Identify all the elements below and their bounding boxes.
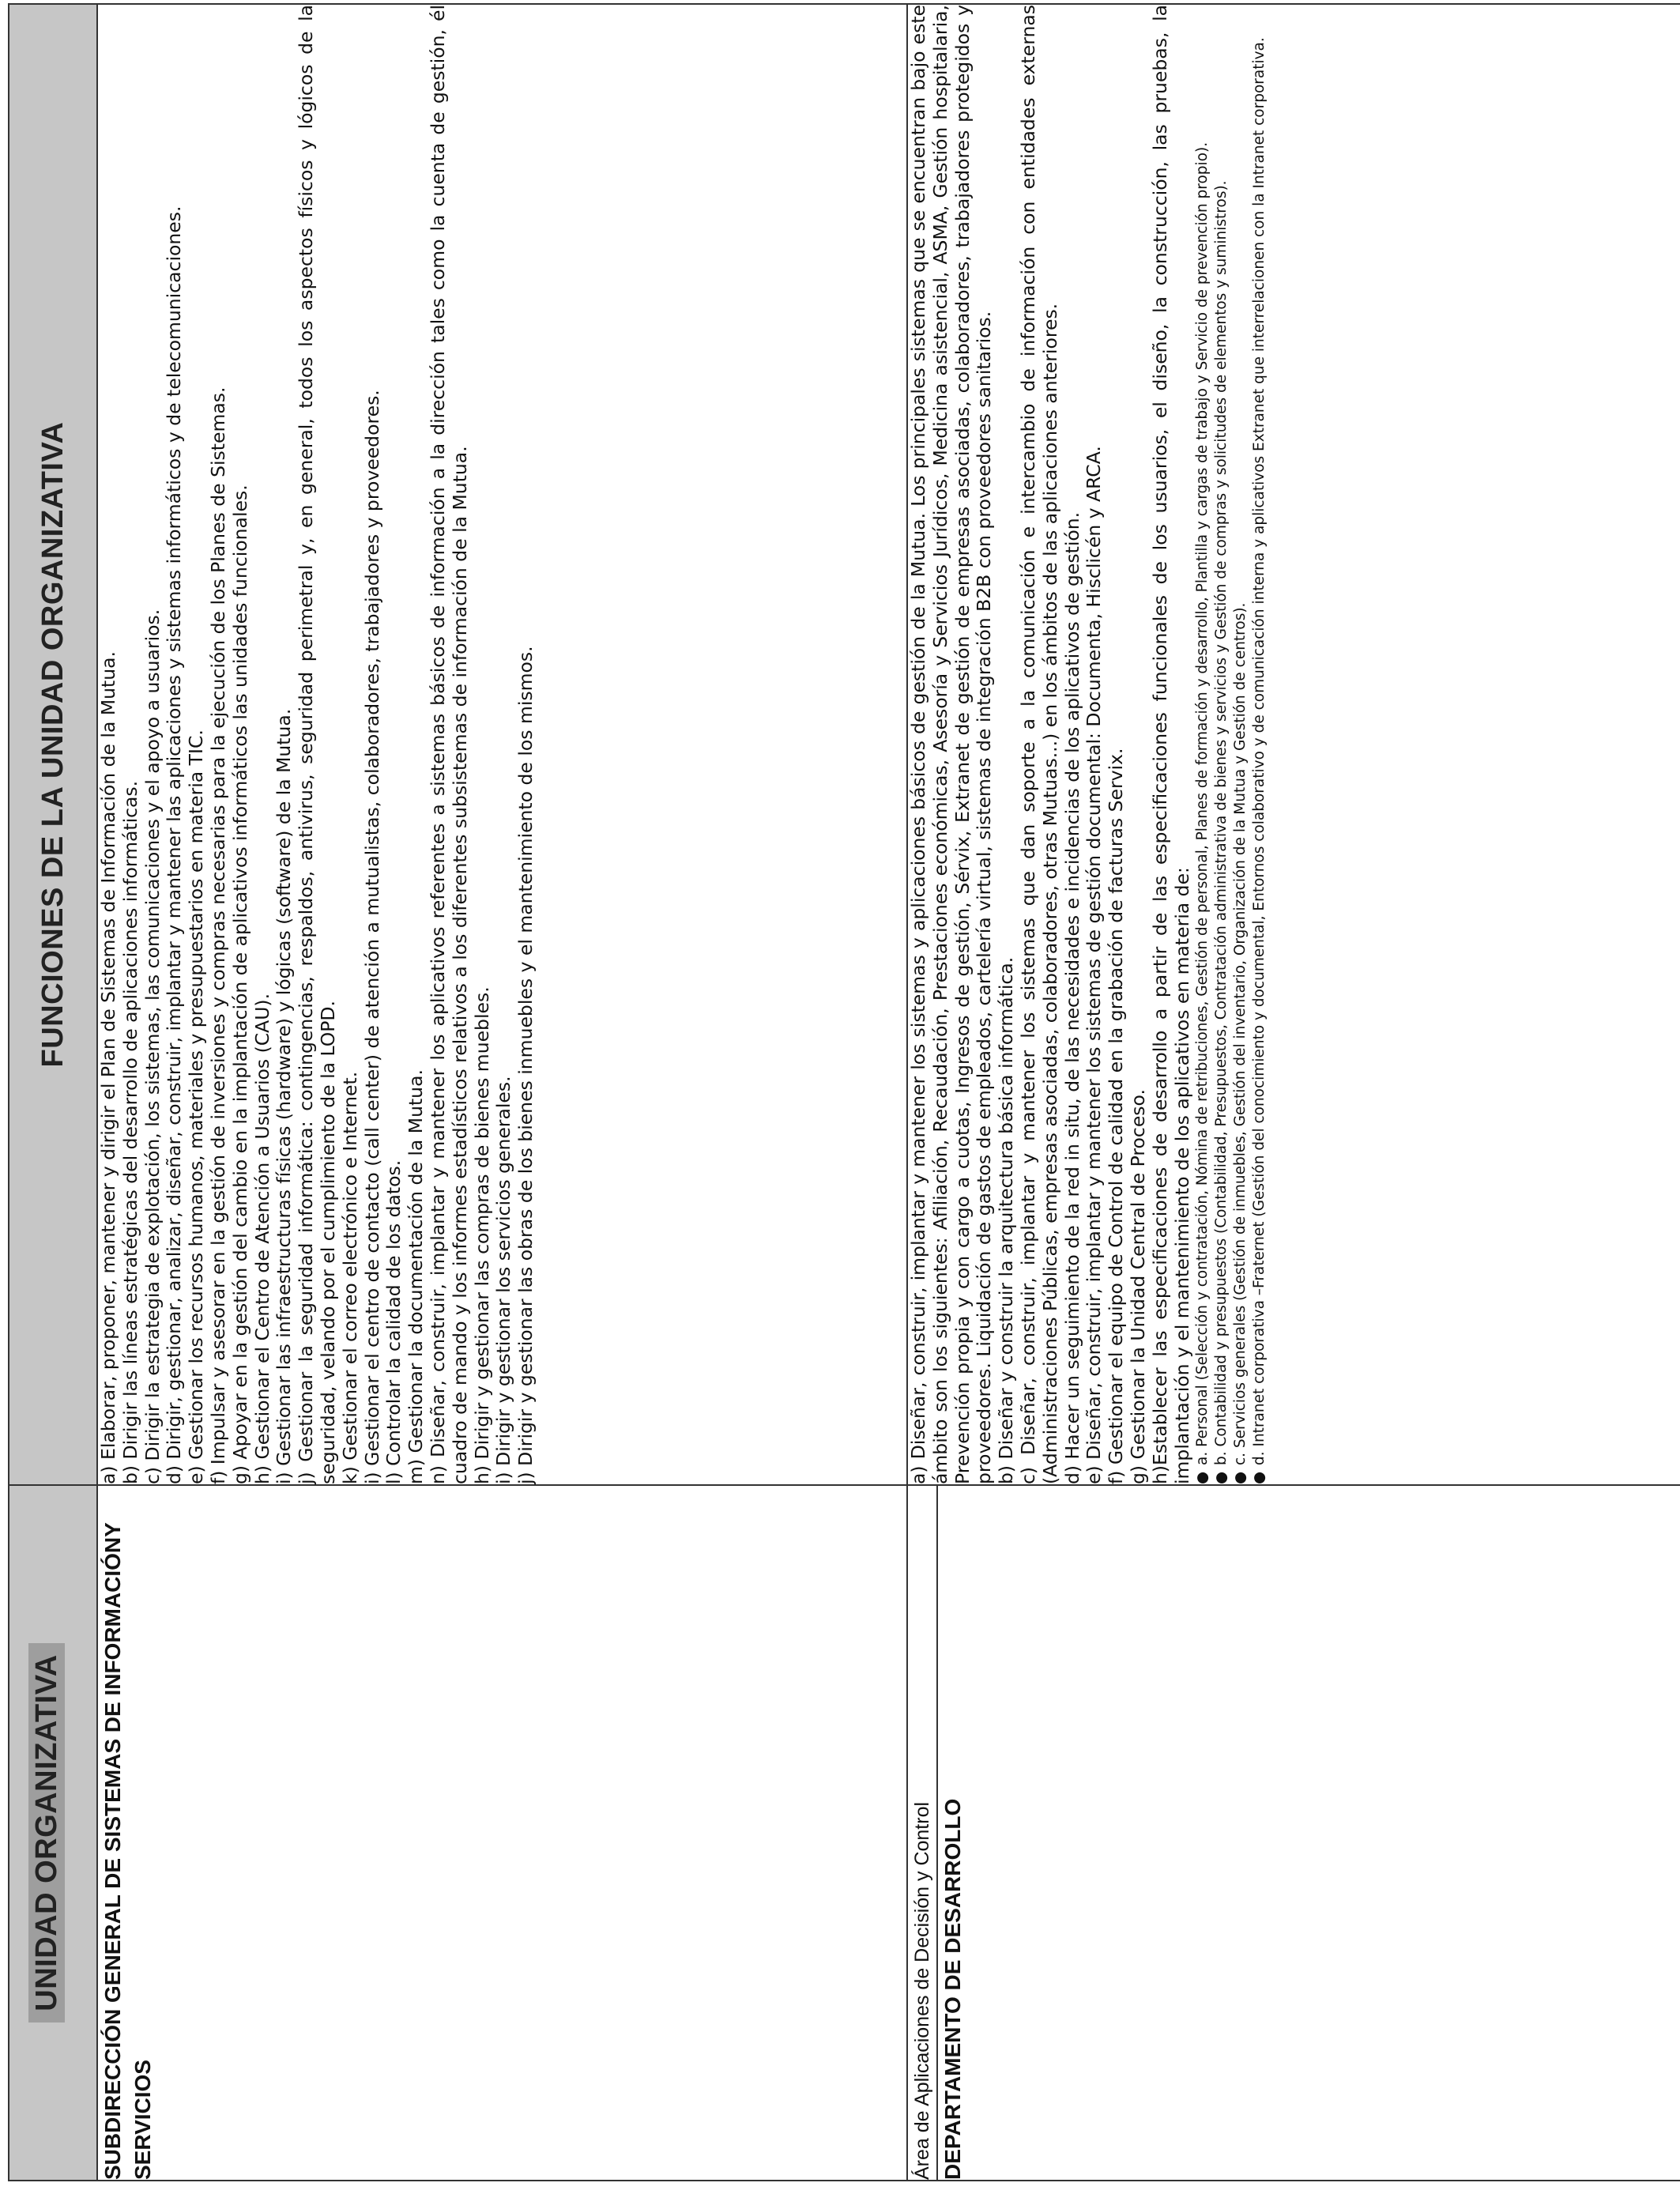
area-label: Área de Aplicaciones de Decisión y Control (911, 1801, 933, 2180)
bullet-item (1212, 5, 1231, 1484)
header-unit-title: UNIDAD ORGANIZATIVA (28, 1643, 65, 2022)
table-row (97, 4, 907, 2181)
bullet-list (1193, 5, 1269, 1484)
functions-cell (907, 4, 1680, 1485)
function-item: c) Dirigir la estrategia de explotación, los sistemas, las comunicaciones y el apoyo a usuarios. (141, 609, 164, 1484)
bullet-item (1250, 5, 1269, 1484)
function-item: k) Gestionar el correo electrónico e Internet. (338, 1071, 361, 1484)
bullet-icon: ● (1194, 1471, 1211, 1484)
function-item: i) Gestionar el centro de contacto (call center) de atención a mutualistas, colaboradores, trabajadores y proveedores. (360, 390, 383, 1484)
function-item: b) Dirigir las líneas estratégicas del desarrollo de aplicaciones informáticas. (119, 780, 141, 1484)
function-item: c) Diseñar, construir, implantar y mantener los sistemas que dan soporte a la comunicación e intercambio de información con entidades externas (Administraciones Públicas, empresas asociadas, colaboradores, otras Mutuas...) en los ámbitos de las aplicaciones anteriores. (1016, 5, 1061, 1484)
function-item: d) Hacer un seguimiento de la red in situ, de las necesidades e incidencias de los aplicativos de gestión. (1060, 511, 1083, 1484)
function-item: j) Gestionar la seguridad informática: contingencias, respaldos, antivirus, seguridad perimetral y, en general, todos los aspectos físicos y lógicos de la seguridad, velando por el cumplimiento de la LOPD. (295, 5, 339, 1484)
unit-cell (97, 1485, 907, 2181)
function-item: i) Gestionar las infraestructuras físicas (hardware) y lógicas (software) de la Mutua. (273, 708, 296, 1484)
function-item: a) Elaborar, proponer, mantener y dirigir el Plan de Sistemas de Información de la Mutua. (97, 651, 119, 1484)
bullet-icon: ● (1232, 1471, 1249, 1484)
function-item: h) Gestionar el Centro de Atención a Usuarios (CAU). (250, 993, 273, 1484)
header-unit-cell (9, 1485, 97, 2181)
bullet-item (1193, 5, 1212, 1484)
bullet-icon: ● (1251, 1471, 1268, 1484)
organization-table (8, 3, 1680, 2181)
unit-name: SUBDIRECCIÓN GENERAL DE SISTEMAS DE INFORMACIÓNY SERVICIOS (100, 1522, 155, 2180)
bullet-text: b. Contabilidad y presupuestos (Contabilidad, Presupuestos, Contratación administrativa de bienes y servicios y Gestión de compras y solicitudes de elementos y suministros). (1213, 180, 1230, 1465)
function-item: g) Gestionar la Unidad Central de Proceso. (1126, 1089, 1149, 1484)
function-item: n) Diseñar, construir, implantar y mantener los aplicativos referentes a sistemas básicos de información a la dirección tales como la cuenta de gestión, él cuadro de mando y los informes estadísticos relativos a los diferentes subsistemas de información de la Mutua. (426, 5, 471, 1484)
bullet-text: d. Intranet corporativa –Fraternet (Gestión del conocimiento y documental, Entornos colaborativo y de comunicación interna y aplicativos Extranet que interrelacionen con la Intranet corporativa. (1251, 37, 1268, 1465)
area-label-cell (907, 1485, 937, 2181)
bullet-item (1231, 5, 1250, 1484)
function-item: f) Gestionar el equipo de Control de calidad en la grabación de facturas Servix. (1105, 748, 1128, 1484)
function-item: h)Establecer las especificaciones de desarrollo a partir de las especificaciones funcionales de los usuarios, el diseño, la construcción, las pruebas, la implantación y el mantenimiento de los aplicativos en materia de: (1148, 5, 1193, 1484)
unit-name: DEPARTAMENTO DE DESARROLLO (940, 1798, 965, 2180)
unit-cell (937, 1485, 1680, 2181)
bullet-icon: ● (1213, 1471, 1230, 1484)
function-item: j) Dirigir y gestionar las obras de los bienes inmuebles y el mantenimiento de los mismos. (514, 646, 537, 1484)
bullet-text: a. Personal (Selección y contratación, Nómina de retribuciones, Gestión de personal, Planes de formación y desarrollo, Plantilla y cargas de trabajo y Servicio de prevención propio). (1194, 141, 1211, 1465)
function-item: g) Apoyar en la gestión del cambio en la implantación de aplicativos informáticos las unidades funcionales. (228, 484, 251, 1484)
header-functions-cell (9, 4, 97, 1485)
function-item: m) Gestionar la documentación de la Mutua. (405, 1069, 428, 1484)
functions-list (908, 5, 1193, 1484)
function-item: h) Dirigir y gestionar las compras de bienes muebles. (470, 986, 493, 1484)
function-item: l) Controlar la calidad de los datos. (382, 1159, 405, 1484)
function-item: e) Gestionar los recursos humanos, materiales y presupuestarios en materia TIC. (185, 729, 208, 1484)
functions-cell (97, 4, 907, 1485)
header-functions-title: FUNCIONES DE LA UNIDAD ORGANIZATIVA (36, 421, 70, 1068)
function-item: e) Diseñar, construir, implantar y mantener los sistemas de gestión documental: Documenta, Hisclicén y ARCA. (1083, 446, 1106, 1484)
functions-list (98, 5, 537, 1484)
function-item: f) Impulsar y asesorar en la gestión de inversiones y compras necesarias para la ejecución de los Planes de Sistemas. (206, 386, 229, 1484)
function-item: a) Diseñar, construir, implantar y mantener los sistemas y aplicaciones básicos de gestión de la Mutua. Los principales sistemas que se encuentran bajo este ámbito son los siguientes: Afiliación, Recaudación, Prestaciones económicas, Asesoría y Servicios Jurídicos, Medicina asistencial, ASMA, Gestión hospitalaria, Prevención propia y con cargo a cuotas, Ingresos de gestión, Sérvix, Extranet de gestión de empresas asociadas, colaboradores, trabajadores protegidos y proveedores. Liquidación de gastos de empleados, cartelería virtual, sistemas de integración B2B con proveedores sanitarios. (907, 5, 996, 1484)
function-item: d) Dirigir, gestionar, analizar, diseñar, construir, implantar y mantener las aplicaciones y sistemas informáticos y de telecomunicaciones. (163, 205, 186, 1484)
function-item: b) Diseñar y construir la arquitectura básica informática. (995, 956, 1018, 1484)
function-item: i) Dirigir y gestionar los servicios generales. (492, 1076, 515, 1484)
header-row (9, 4, 97, 2181)
bullet-text: c. Servicios generales (Gestión de inmuebles, Gestión del inventario, Organización de la Mutua y Gestión de centros). (1232, 602, 1249, 1465)
area-row (907, 4, 937, 2181)
